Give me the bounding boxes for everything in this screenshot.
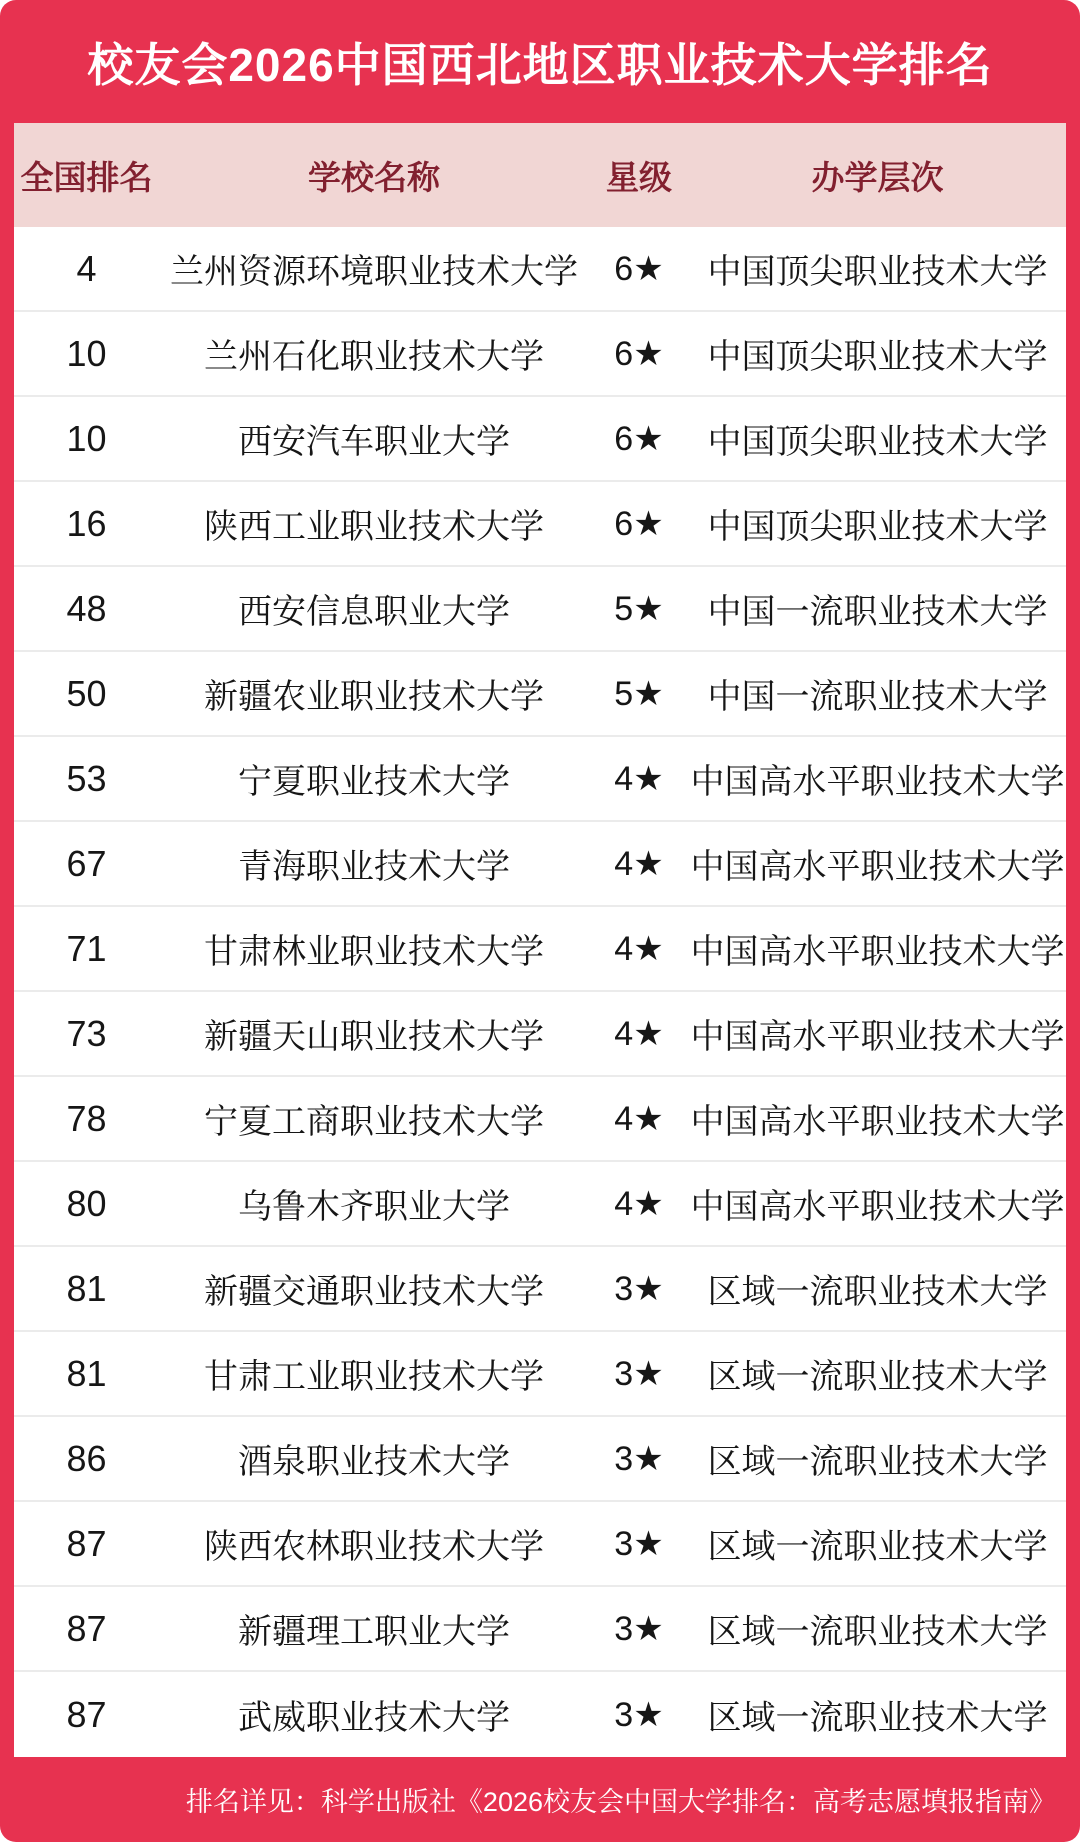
star-rating-cell: 3★ xyxy=(614,1439,664,1478)
school-name-cell: 宁夏职业技术大学 xyxy=(238,763,510,801)
star-rating-cell: 6★ xyxy=(614,334,664,373)
table-row xyxy=(14,1162,1066,1247)
level-cell: 区域一流职业技术大学 xyxy=(707,1613,1048,1651)
star-rating-cell: 4★ xyxy=(614,759,664,798)
level-cell: 中国顶尖职业技术大学 xyxy=(707,423,1048,461)
header-rank: 全国排名 xyxy=(20,158,153,196)
star-rating-cell: 5★ xyxy=(614,589,664,628)
level-cell: 中国一流职业技术大学 xyxy=(707,593,1048,631)
rank-cell: 78 xyxy=(66,1097,107,1139)
star-rating-cell: 4★ xyxy=(614,844,664,883)
rank-cell: 48 xyxy=(66,587,107,629)
rank-cell: 81 xyxy=(66,1352,107,1394)
rank-cell: 80 xyxy=(66,1182,107,1224)
rank-cell: 73 xyxy=(66,1012,107,1054)
school-name-cell: 青海职业技术大学 xyxy=(238,848,510,886)
rank-cell: 4 xyxy=(76,247,97,289)
header-name: 学校名称 xyxy=(308,158,440,196)
footer-note: 排名详见：科学出版社《2026校友会中国大学排名：高考志愿填报指南》 xyxy=(185,1787,1056,1817)
table-row xyxy=(14,1417,1066,1502)
level-cell: 区域一流职业技术大学 xyxy=(707,1273,1048,1311)
school-name-cell: 乌鲁木齐职业大学 xyxy=(238,1188,510,1226)
level-cell: 中国一流职业技术大学 xyxy=(707,678,1048,716)
table-row xyxy=(14,1587,1066,1672)
page-title: 校友会2026中国西北地区职业技术大学排名 xyxy=(87,38,993,91)
table-row xyxy=(14,992,1066,1077)
rank-cell: 87 xyxy=(66,1607,107,1649)
table-row xyxy=(14,567,1066,652)
level-cell: 中国高水平职业技术大学 xyxy=(690,848,1065,886)
table-row xyxy=(14,907,1066,992)
header-stars: 星级 xyxy=(606,158,672,196)
school-name-cell: 酒泉职业技术大学 xyxy=(238,1443,510,1481)
school-name-cell: 甘肃林业职业技术大学 xyxy=(204,933,544,971)
table-row xyxy=(14,737,1066,822)
level-cell: 中国高水平职业技术大学 xyxy=(690,1188,1065,1226)
footer-bar xyxy=(0,1757,1080,1842)
table-row xyxy=(14,1672,1066,1757)
school-name-cell: 新疆天山职业技术大学 xyxy=(204,1018,544,1056)
school-name-cell: 宁夏工商职业技术大学 xyxy=(204,1103,544,1141)
header-level: 办学层次 xyxy=(811,158,944,196)
star-rating-cell: 3★ xyxy=(614,1354,664,1393)
school-name-cell: 兰州石化职业技术大学 xyxy=(204,338,544,376)
title-banner xyxy=(0,0,1080,123)
table-row xyxy=(14,1077,1066,1162)
level-cell: 中国顶尖职业技术大学 xyxy=(707,508,1048,546)
rank-cell: 71 xyxy=(66,927,107,969)
school-name-cell: 新疆交通职业技术大学 xyxy=(204,1273,544,1311)
rank-cell: 87 xyxy=(66,1693,107,1735)
star-rating-cell: 3★ xyxy=(614,1609,664,1648)
rank-cell: 16 xyxy=(66,502,107,544)
school-name-cell: 陕西工业职业技术大学 xyxy=(204,508,544,546)
table-row xyxy=(14,312,1066,397)
rank-cell: 50 xyxy=(66,672,107,714)
school-name-cell: 武威职业技术大学 xyxy=(238,1699,510,1737)
star-rating-cell: 6★ xyxy=(614,419,664,458)
school-name-cell: 兰州资源环境职业技术大学 xyxy=(170,253,578,291)
school-name-cell: 陕西农林职业技术大学 xyxy=(204,1528,544,1566)
rank-cell: 10 xyxy=(66,417,107,459)
rank-cell: 53 xyxy=(66,757,107,799)
level-cell: 区域一流职业技术大学 xyxy=(707,1528,1048,1566)
table-row xyxy=(14,482,1066,567)
star-rating-cell: 3★ xyxy=(614,1695,664,1734)
table-row xyxy=(14,1332,1066,1417)
level-cell: 中国高水平职业技术大学 xyxy=(690,1018,1065,1056)
star-rating-cell: 6★ xyxy=(614,249,664,288)
table-row xyxy=(14,1247,1066,1332)
star-rating-cell: 3★ xyxy=(614,1524,664,1563)
level-cell: 区域一流职业技术大学 xyxy=(707,1699,1048,1737)
table-row xyxy=(14,397,1066,482)
level-cell: 中国顶尖职业技术大学 xyxy=(707,253,1048,291)
rank-cell: 67 xyxy=(66,842,107,884)
school-name-cell: 西安信息职业大学 xyxy=(238,593,510,631)
rank-cell: 86 xyxy=(66,1437,107,1479)
school-name-cell: 甘肃工业职业技术大学 xyxy=(204,1358,544,1396)
star-rating-cell: 4★ xyxy=(614,929,664,968)
star-rating-cell: 6★ xyxy=(614,504,664,543)
star-rating-cell: 4★ xyxy=(614,1099,664,1138)
table-row xyxy=(14,227,1066,312)
level-cell: 中国高水平职业技术大学 xyxy=(690,933,1065,971)
star-rating-cell: 4★ xyxy=(614,1014,664,1053)
table-row xyxy=(14,1502,1066,1587)
rank-cell: 87 xyxy=(66,1522,107,1564)
school-name-cell: 新疆农业职业技术大学 xyxy=(204,678,544,716)
level-cell: 中国高水平职业技术大学 xyxy=(690,763,1065,801)
ranking-table xyxy=(14,123,1066,1757)
level-cell: 区域一流职业技术大学 xyxy=(707,1443,1048,1481)
level-cell: 区域一流职业技术大学 xyxy=(707,1358,1048,1396)
star-rating-cell: 4★ xyxy=(614,1184,664,1223)
star-rating-cell: 5★ xyxy=(614,674,664,713)
table-row xyxy=(14,822,1066,907)
level-cell: 中国高水平职业技术大学 xyxy=(690,1103,1065,1141)
table-body xyxy=(14,227,1066,1757)
level-cell: 中国顶尖职业技术大学 xyxy=(707,338,1048,376)
rank-cell: 81 xyxy=(66,1267,107,1309)
school-name-cell: 西安汽车职业大学 xyxy=(238,423,510,461)
school-name-cell: 新疆理工职业大学 xyxy=(238,1613,510,1651)
table-header-row xyxy=(14,123,1066,227)
table-row xyxy=(14,652,1066,737)
rank-cell: 10 xyxy=(66,332,107,374)
star-rating-cell: 3★ xyxy=(614,1269,664,1308)
